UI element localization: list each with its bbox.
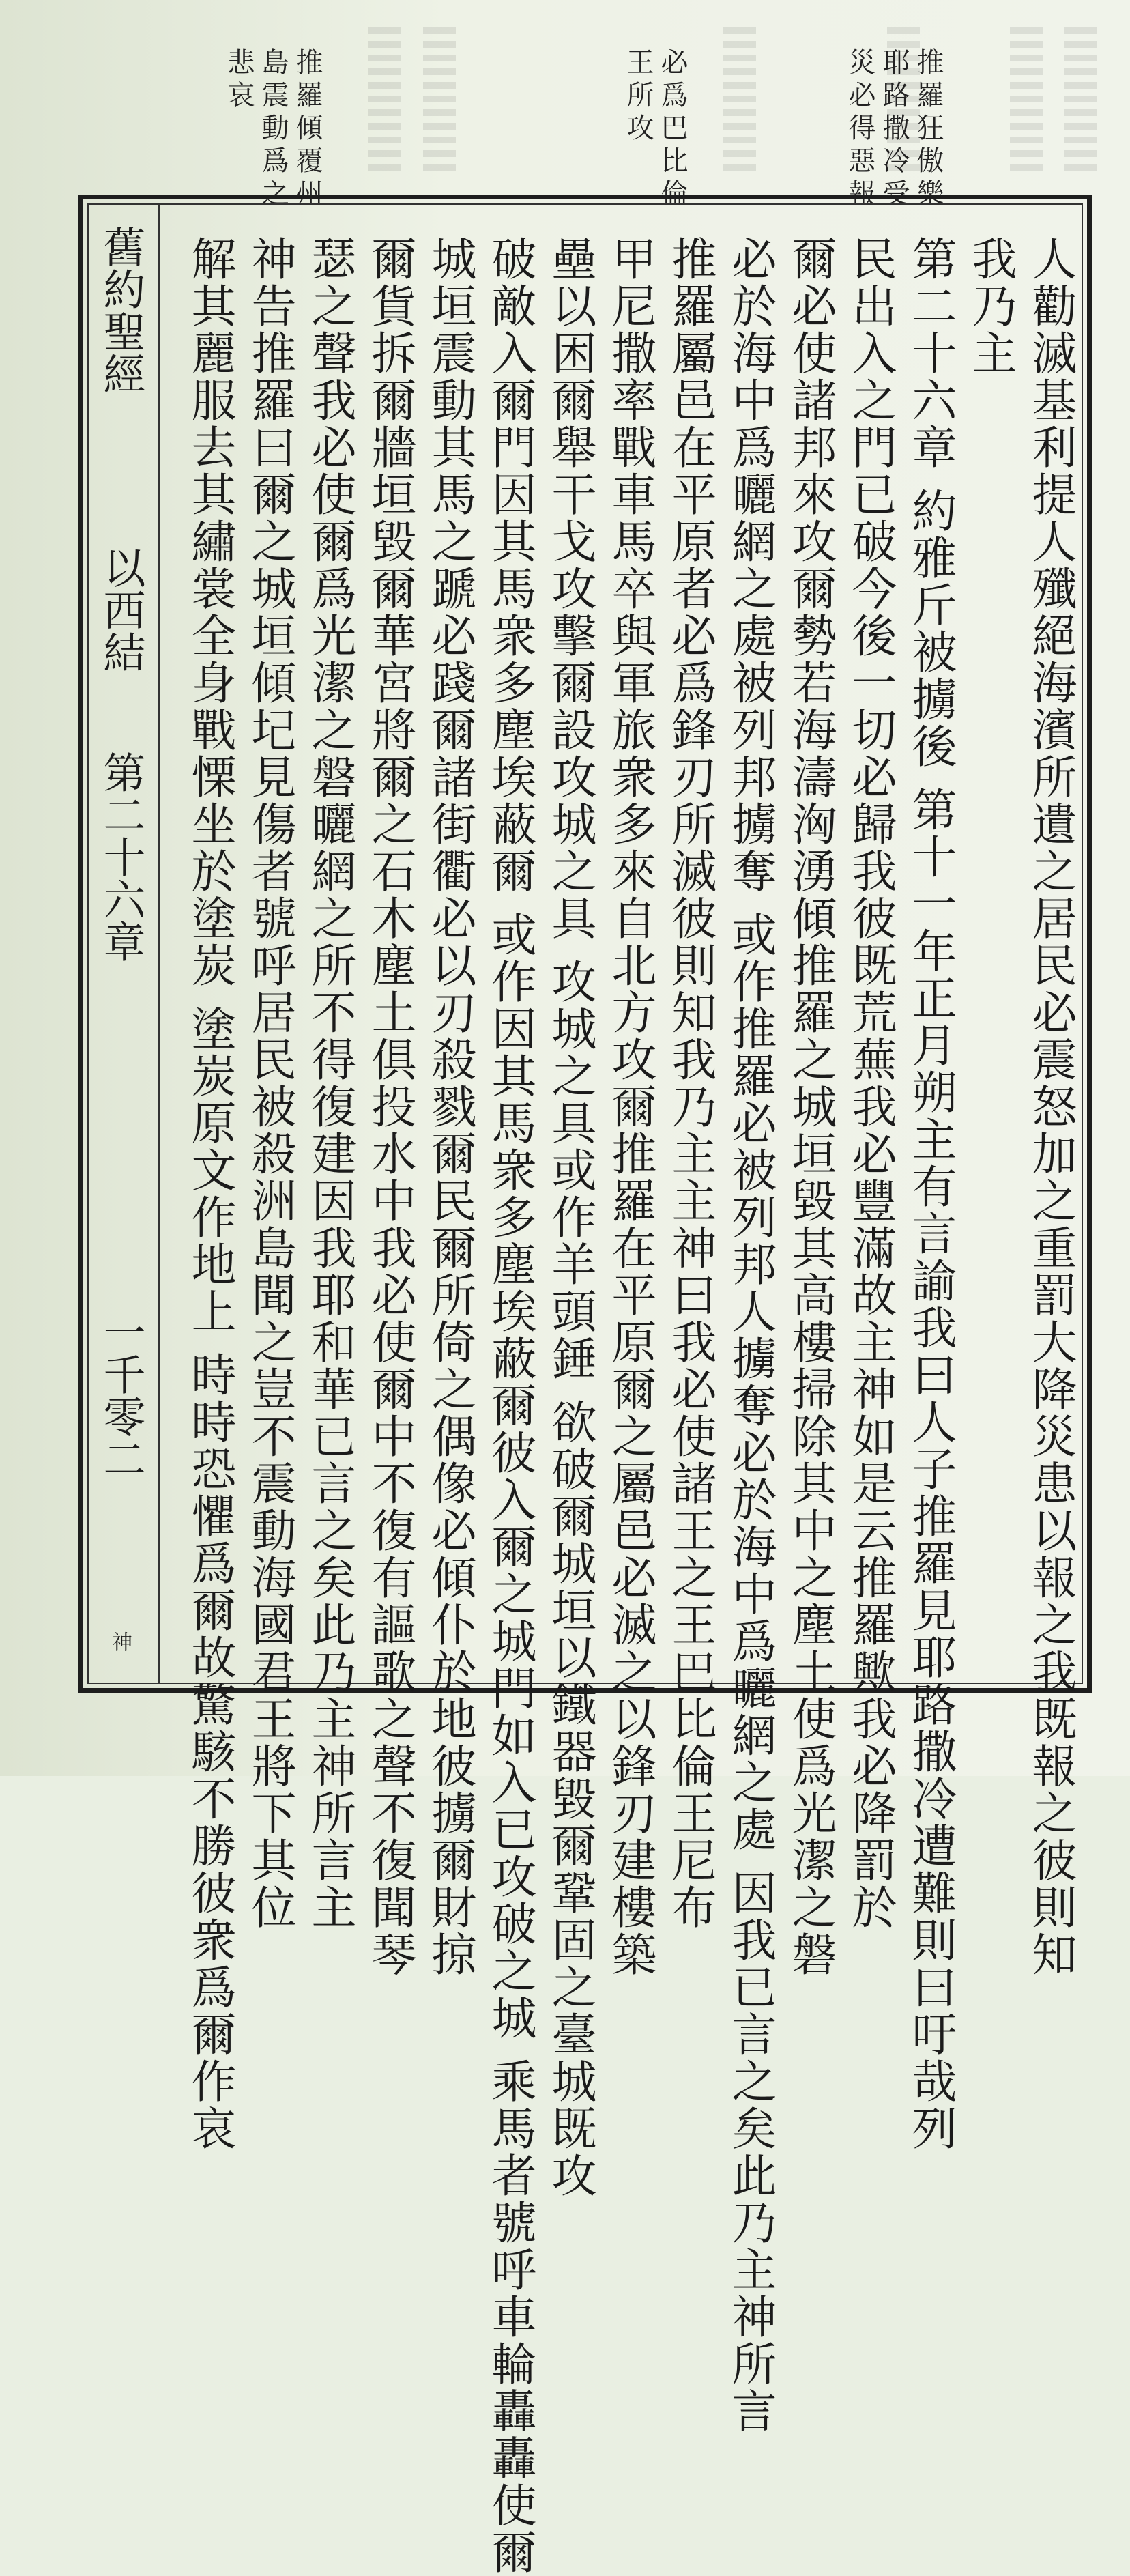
book-section: 以西結 [96,546,146,673]
margin-heading: 王所攻 [622,48,654,146]
chapter-label: 第二十六章 [96,751,146,962]
bleed-through-text [368,27,401,177]
bleed-through-text [423,27,456,177]
text-column: 解其麗服去其繡裳全身戰慄坐於塗炭 塗炭原文作地上 時時恐懼爲爾故驚駭不勝彼衆爲爾作哀 [184,235,236,2152]
text-column: 爾貨拆爾牆垣毀爾華宮將爾之石木塵土俱投水中我必使爾中不復有謳歌之聲不復聞琴 [364,235,416,1978]
bleed-through-text [1010,27,1043,177]
text-column: 我乃主 [964,235,1017,377]
chapter-heading-column: 第二十六章 約雅斤被擄後 第十一年正月朔主有言諭我曰人子推羅見耶路撒冷遭難則曰吁哉列 [904,235,957,2152]
footer-separator [158,203,160,1684]
text-column: 民出入之門已破今後一切必歸我彼既荒蕪我必豐滿故主神如是云推羅歟我必降罰於 [844,235,897,1931]
text-column: 甲尼撒率戰車馬卒與軍旅衆多來自北方攻爾推羅在平原爾之屬邑必滅之以鋒刃建樓築 [604,235,656,1978]
text-column: 城垣震動其馬之蹏必踐爾諸街衢必以刃殺戮爾民爾所倚之偶像必傾仆於地彼擄爾財掠 [424,235,476,1978]
text-column: 瑟之聲我必使爾爲光潔之磐曬網之所不得復建因我耶和華已言之矣此乃主神所言主 [304,235,356,1931]
margin-heading: 耶路撒冷受 [878,48,910,212]
printer-mark: 神 [108,1631,132,1652]
text-column: 人勸滅基利提人殲絕海濱所遺之居民必震怒加之重罰大降災患以報之我既報之彼則知 [1024,235,1077,1978]
margin-heading: 悲哀 [223,48,255,113]
text-column: 壘以困爾舉干戈攻擊爾設攻城之具 攻城之具或作羊頭錘 欲破爾城垣以鐵器毀爾鞏固之臺城既攻 [544,235,596,2199]
margin-heading: 推羅傾覆州 [291,48,323,212]
text-column: 必於海中爲曬網之處被列邦擄奪 或作推羅必被列邦人擄奪必於海中爲曬網之處 因我已言之矣此乃主神所言 [724,235,777,2435]
text-column: 爾必使諸邦來攻爾勢若海濤洶湧傾推羅之城垣毀其高樓掃除其中之塵土使爲光潔之磐 [784,235,837,1978]
text-column: 推羅屬邑在平原者必爲鋒刃所滅彼則知我乃主主神曰我必使諸王之王巴比倫王尼布 [664,235,716,1931]
margin-heading: 島震動爲之 [257,48,289,212]
text-column: 破敵入爾門因其馬衆多塵埃蔽爾 或作因其馬衆多塵埃蔽爾彼入爾之城門如入已攻破之城 乘馬者號呼車輪轟轟使爾 [484,235,536,2576]
page-footer [96,218,150,1679]
margin-heading: 推羅狂傲樂 [912,48,944,212]
bleed-through-text [1064,27,1097,177]
margin-heading: 災必得惡報 [844,48,875,212]
bleed-through-text [723,27,756,177]
text-column: 神告推羅曰爾之城垣傾圮見傷者號呼居民被殺洲島聞之豈不震動海國君王將下其位 [244,235,296,1931]
book-title: 舊約聖經 [96,225,146,395]
page-number: 一千零二 [96,1311,146,1480]
margin-heading: 必爲巴比倫 [656,48,688,212]
